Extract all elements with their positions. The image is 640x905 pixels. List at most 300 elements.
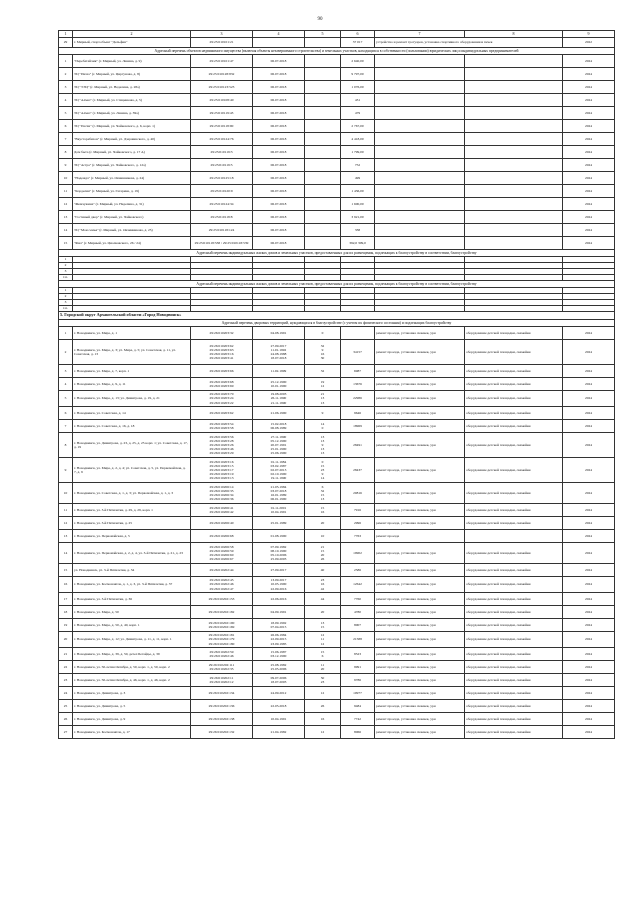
area-cell: 12642 [341, 577, 375, 593]
work-cell: ремонт проезда, установка скамеек, урн [375, 648, 465, 661]
work-cell: ремонт проезда, установка скамеек, урн [375, 606, 465, 619]
cadastral-cell: 29:26:010202:45 29:26:010202:46 29:26:010202:47 [191, 577, 253, 593]
table-row [59, 433, 615, 458]
count-cell: 12 [305, 687, 341, 700]
table-row [59, 593, 615, 606]
cadastral-cell: 29:26:010202:153 [191, 593, 253, 606]
date-cell: 06.07.2018 [253, 237, 305, 250]
cadastral-cell: 29:25:010119:5 [191, 159, 253, 172]
date-cell: 04.08.1991 [253, 327, 305, 340]
date-cell: 15.02.2018 06.08.1989 [253, 420, 305, 433]
year-cell: 2024 [563, 593, 615, 606]
cadastral-cell: 29:26:010202:132 [191, 726, 253, 739]
cadastral-cell: 29:25:010128:832 [191, 68, 253, 81]
table-cell [305, 224, 341, 237]
area-cell: 2586 [341, 564, 375, 577]
date-cell: 06.07.2018 [253, 94, 305, 107]
row-number: т.п. [59, 275, 73, 281]
table-row [59, 55, 615, 68]
row-number: 9 [59, 458, 73, 483]
row-number: 3 [59, 269, 73, 275]
year-cell: 2024 [563, 483, 615, 504]
count-cell: 14 0 [305, 420, 341, 433]
address-cell: г. Новодвинск, ул. Советская, д. 16, д. 18 [73, 420, 191, 433]
address-cell: г. Новодвинск, ул. Димитрова, д. 5 [73, 700, 191, 713]
area-cell: 22986 [341, 391, 375, 407]
work-cell: ремонт проезда, установка скамеек, урн [375, 577, 465, 593]
equipment-cell: оборудование детской площадки, скамейки [465, 564, 563, 577]
address-cell: г. Новодвинск, ул. Мира, д. 7, корп. 1 [73, 365, 191, 378]
cadastral-cell: 29:26:010203:70 29:26:010203:24 29:26:010203:22 [191, 391, 253, 407]
count-cell: 32 9 16 30 [305, 340, 341, 365]
address-cell: г. Новодвинск, ул. 50-летия Октября, д. 50, корп. 1, д. 50, корп. 2 [73, 661, 191, 674]
section-title-row [59, 281, 615, 288]
table-cell [375, 146, 465, 159]
equipment-cell: оборудование детской площадки, скамейки [465, 365, 563, 378]
area-cell: 20816 [341, 483, 375, 504]
cadastral-cell: 29:25:010124:34 [191, 198, 253, 211]
table-row [59, 483, 615, 504]
row-number: 20 [59, 632, 73, 648]
work-cell: ремонт проезда, установка скамеек, урн [375, 458, 465, 483]
area-cell: 499 [341, 172, 375, 185]
address-cell: ТЦ "ТЭЦ" (г. Мирный, ул. Неделина, д. 28а) [73, 81, 191, 94]
year-cell: 2024 [563, 648, 615, 661]
equipment-cell: оборудование детской площадки, скамейки [465, 632, 563, 648]
area-cell: 1 076,00 [341, 81, 375, 94]
area-cell: 10977 [341, 687, 375, 700]
row-number: 17 [59, 593, 73, 606]
table-row [59, 543, 615, 564]
table-cell [375, 68, 465, 81]
year-cell: 2024 [563, 120, 615, 133]
row-number: 27 [59, 726, 73, 739]
table-cell [305, 55, 341, 68]
table-cell [305, 68, 341, 81]
year-cell: 2024 [563, 391, 615, 407]
year-cell: 2024 [563, 700, 615, 713]
address-cell: г. Новодвинск, ул. Советская, д. 14 [73, 407, 191, 420]
year-cell: 2024 [563, 504, 615, 517]
municipality-title: 5. Городской округ Архангельской области «Город Новодвинск» [59, 312, 615, 320]
work-cell: ремонт проезда, установка скамеек, урн [375, 674, 465, 687]
address-cell: г. Новодвинск, ул. Первомайская, д. 5 [73, 530, 191, 543]
date-cell: 21.06.1990 [253, 407, 305, 420]
count-cell: 20 [305, 606, 341, 619]
date-cell: 07.09.1982 08.10.1990 05.10.2006 25.09.2003 [253, 543, 305, 564]
table-cell [465, 120, 563, 133]
area-cell: 752 [341, 159, 375, 172]
work-cell: ремонт проезда, установка скамеек, урн [375, 407, 465, 420]
count-cell: 0 [305, 327, 341, 340]
cadastral-cell: 29:26:010203:16 29:26:010203:15 29:26:010203:17 29:26:010203:19 29:26:010203:13 [191, 458, 253, 483]
year-cell: 2024 [563, 55, 615, 68]
table-cell [305, 159, 341, 172]
count-cell: 10 [305, 530, 341, 543]
address-cell: г. Новодвинск, ул. 50-летия Октября, д. 46, корп. 1, д. 46, корп. 2 [73, 674, 191, 687]
table-cell [465, 81, 563, 94]
section-title: Адресный перечень индивидуальных жилых домов и земельных участков, предоставленных для их размещения, подлежащих к благоустройству в соответствии, благоустройству [59, 281, 615, 288]
table-row [59, 198, 615, 211]
area-cell: 431 [341, 94, 375, 107]
table-row [59, 632, 615, 648]
row-number: 25 [59, 700, 73, 713]
cadastral-cell: 29:25:010119:3 [191, 146, 253, 159]
table-cell [465, 198, 563, 211]
area-cell: 9991 [341, 661, 375, 674]
date-cell: 25.08.1982 25.05.2006 [253, 661, 305, 674]
table-cell [305, 120, 341, 133]
area-cell: 4 418,00 [341, 133, 375, 146]
table-row [59, 365, 615, 378]
year-cell: 2024 [563, 81, 615, 94]
table-row [59, 726, 615, 739]
table-cell [465, 185, 563, 198]
page-number: 90 [317, 17, 323, 22]
area-cell: 9484 [341, 700, 375, 713]
year-cell: 2024 [563, 185, 615, 198]
area-cell: 8523 [341, 648, 375, 661]
cadastral-cell: 29:25:010101:21 [191, 38, 253, 48]
table-cell [305, 81, 341, 94]
equipment-cell: оборудование детской площадки, скамейки [465, 433, 563, 458]
row-number: 21 [59, 648, 73, 661]
table-cell [465, 172, 563, 185]
address-cell: "Жемчужина" (г. Мирный, ул. Неделина, д. 31) [73, 198, 191, 211]
row-number: 3 [59, 300, 73, 306]
address-cell: г. Новодвинск, ул. Димитрова, д. 23, д. 25, д. 25 корп. 1; ул. Советская, д. 17, д. 19 [73, 433, 191, 458]
table-cell [305, 38, 341, 48]
row-number: 12 [59, 198, 73, 211]
address-cell: г. Новодвинск, ул. Космонавтов, д. 1, д. 3, ул. 3-й Пятилетки, д. 37 [73, 577, 191, 593]
address-cell: "Надежда" (г. Мирный, ул. Овчинникова, д. 24) [73, 172, 191, 185]
count-cell: 44 [305, 593, 341, 606]
area-cell: 28491 [341, 433, 375, 458]
year-cell: 2024 [563, 577, 615, 593]
cadastral-cell: 29:25:010108:40 [191, 94, 253, 107]
year-cell: 2024 [563, 458, 615, 483]
cadastral-cell: 29:25:010118:538 / 29:25:010118:539 [191, 237, 253, 250]
year-cell: 2024 [563, 632, 615, 648]
equipment-cell: оборудование детской площадки, скамейки [465, 340, 563, 365]
date-cell: 18.09.1992 07.04.2015 [253, 619, 305, 632]
equipment-cell: оборудование детской площадки, скамейки [465, 674, 563, 687]
date-cell: 06.07.2018 [253, 211, 305, 224]
table-row [59, 674, 615, 687]
row-number: 3 [59, 365, 73, 378]
cadastral-cell: 29:26:010206:68 [191, 530, 253, 543]
count-cell: 0 15 23 9 14 [305, 458, 341, 483]
cadastral-cell: 29:26:010202:181 29:26:010202:179 29:26:010202:180 [191, 632, 253, 648]
address-cell: г. Новодвинск, ул. Мира, д. 2, д. 4; ул. Советская, д. 5, ул. Первомайская, д. 7, д. 9 [73, 458, 191, 483]
area-cell: 4780 [341, 606, 375, 619]
table-cell [375, 133, 465, 146]
date-cell: 25.12.1990 10.01.1990 [253, 378, 305, 391]
work-cell: ремонт проезда, установка скамеек, урн [375, 619, 465, 632]
year-cell: 2024 [563, 365, 615, 378]
table-cell [465, 68, 563, 81]
date-cell: 13.09.2017 10.05.1990 22.09.2016 [253, 577, 305, 593]
year-cell: 2024 [563, 543, 615, 564]
cadastral-cell: 29:26:010202:11 29:26:010202:12 [191, 674, 253, 687]
year-cell: 2022 [563, 38, 615, 48]
area-cell: 6987 [341, 365, 375, 378]
work-cell: ремонт проезда, установка скамеек, урн [375, 713, 465, 726]
area-cell: 37 017 [341, 38, 375, 48]
area-cell: 9646 [341, 407, 375, 420]
row-number: 4 [59, 94, 73, 107]
address-cell: ТЦ "Мои семья" (г. Мирный, ул. Овчинникова, д. 25) [73, 224, 191, 237]
date-cell: 19.08.2003 26.11.1990 21.11.1990 [253, 391, 305, 407]
row-number: 11 [59, 185, 73, 198]
area-cell: 19902 [341, 543, 375, 564]
table-cell [375, 198, 465, 211]
work-cell: ремонт проезда, установка скамеек, урн [375, 564, 465, 577]
area-cell: 8066 [341, 726, 375, 739]
address-cell: г. Новодвинск, ул. Мира, д. 9, д. 11 [73, 378, 191, 391]
table-cell [465, 237, 563, 250]
date-cell: 06.07.2018 [253, 120, 305, 133]
column-number-header: 7 [375, 31, 465, 38]
area-cell: 1 799,00 [341, 146, 375, 159]
work-cell: ремонт проезда, установка скамеек, урн [375, 517, 465, 530]
equipment-cell: оборудование детской площадки, скамейки [465, 391, 563, 407]
cadastral-cell: 29:26:010206:40 [191, 517, 253, 530]
equipment-cell: оборудование детской площадки, скамейки [465, 713, 563, 726]
work-cell: ремонт проезда, установка скамеек, урн [375, 483, 465, 504]
date-cell: 06.07.2018 [253, 146, 305, 159]
year-cell: 2024 [563, 327, 615, 340]
table-row [59, 224, 615, 237]
year-cell: 2024 [563, 661, 615, 674]
date-cell: 26.06.1984 22.09.2015 23.09.1985 [253, 632, 305, 648]
count-cell: 23 16 42 [305, 577, 341, 593]
address-cell: г. Новодвинск, ул. 3-й Пятилетки, д. 36 [73, 593, 191, 606]
year-cell: 2024 [563, 198, 615, 211]
table-cell [465, 224, 563, 237]
address-cell: г. Новодвинск, ул. Космонавтов, д. 17 [73, 726, 191, 739]
area-cell: 2996 [341, 517, 375, 530]
row-number: т.п. [59, 306, 73, 312]
cadastral-cell: 29:25:010101:47 [191, 55, 253, 68]
address-cell: г. Новодвинск, ул. Мира, д. 39, д. 50, детел Бегайды, д. 39 [73, 648, 191, 661]
section-subtitle: Адресный перечень дворовых территорий, нуждающихся в благоустройстве (с учетом их физического состояния) и подлежащих благоустройству [59, 320, 615, 327]
section-title: Адресный перечень объектов недвижимого имущества (включая объекты незавершенного строительства) и земельных участков, находящихся в собственности (пользовании) юридических лиц и индивидуальных предпринимателей [59, 48, 615, 55]
section-title-row [59, 48, 615, 55]
year-cell: 2024 [563, 407, 615, 420]
address-cell: г. Мирный, спорт.объект "Дельфин" [73, 38, 191, 48]
table-cell [375, 224, 465, 237]
row-number: 9 [59, 159, 73, 172]
year-cell: 2024 [563, 107, 615, 120]
count-cell: 50 23 [305, 674, 341, 687]
area-cell: 2 640,00 [341, 55, 375, 68]
cadastral-cell: 29:26:010202:138 [191, 713, 253, 726]
date-cell: 21.04.1982 [253, 726, 305, 739]
cadastral-cell: 29:25:010118:8 [191, 211, 253, 224]
area-cell: 2 767,00 [341, 120, 375, 133]
work-cell: ремонт проезда, установка скамеек, урн [375, 327, 465, 340]
count-cell: 20 [305, 517, 341, 530]
table-row [59, 420, 615, 433]
table-cell [375, 120, 465, 133]
year-cell: 2024 [563, 517, 615, 530]
year-cell: 2024 [563, 420, 615, 433]
table-row [59, 120, 615, 133]
table-row [59, 577, 615, 593]
row-number: 24 [59, 687, 73, 700]
column-number-header: 8 [465, 31, 563, 38]
count-cell: 6 32 15 13 [305, 483, 341, 504]
table-row [59, 407, 615, 420]
cadastral-cell: 29:26:010202:182 [191, 606, 253, 619]
address-cell: ТЦ "Пизза" (г. Мирный, ул. Циргунова, д. 8) [73, 68, 191, 81]
row-number: 4 [59, 378, 73, 391]
row-number: 23 [59, 674, 73, 687]
table-row [59, 687, 615, 700]
table-row [59, 94, 615, 107]
table-cell [305, 107, 341, 120]
equipment-cell: оборудование детской площадки, скамейки [465, 648, 563, 661]
column-number-header: 5 [305, 31, 341, 38]
row-number: 18 [59, 606, 73, 619]
table-row [59, 391, 615, 407]
table-cell [465, 133, 563, 146]
year-cell: 2024 [563, 674, 615, 687]
table-row [59, 172, 615, 185]
address-cell: "Вкусторебизон" (г. Мирный, ул. Дзержинского, д. 40) [73, 133, 191, 146]
year-cell: 2024 [563, 146, 615, 159]
area-cell: 28437 [341, 458, 375, 483]
address-cell: "Корделия" (г. Мирный, ул. Гагарина, д. 19) [73, 185, 191, 198]
area-cell: 9786 [341, 674, 375, 687]
area-cell: 34157 [341, 340, 375, 365]
equipment-cell: оборудование детской площадки, скамейки [465, 504, 563, 517]
row-number: 12 [59, 517, 73, 530]
row-number: 1 [59, 257, 73, 263]
date-cell: 11.02.1999 [253, 365, 305, 378]
address-cell: "Перебатайчик" (г. Мирный, ул. Ленина, д. 9) [73, 55, 191, 68]
count-cell: 12 [305, 726, 341, 739]
address-cell: г. Новодвинск, ул. Первомайская, д. 2, д. 4, ул. 3-й Пятилетки, д. 21, д. 23 [73, 543, 191, 564]
table-cell [465, 94, 563, 107]
table-cell [375, 81, 465, 94]
row-number: 8 [59, 146, 73, 159]
equipment-cell: оборудование детской площадки, скамейки [465, 661, 563, 674]
date-cell: 21.05.1984 03.07.2018 16.01.1989 06.01.1990 [253, 483, 305, 504]
table-cell [375, 172, 465, 185]
equipment-cell: оборудование детской площадки, скамейки [465, 700, 563, 713]
count-cell: 21 13 13 [305, 391, 341, 407]
table-row [59, 713, 615, 726]
table-row [59, 38, 615, 48]
area-cell: 1 436,00 [341, 185, 375, 198]
row-number: 15 [59, 237, 73, 250]
cadastral-cell: 29:25:010124:76 [191, 133, 253, 146]
date-cell: 04.09.1991 [253, 606, 305, 619]
area-cell: 18969 [341, 420, 375, 433]
row-number: 26 [59, 713, 73, 726]
column-number-header: 9 [563, 31, 615, 38]
row-number: 19 [59, 619, 73, 632]
count-cell: 21 15 20 26 [305, 543, 341, 564]
work-cell: ремонт проезда, установка скамеек, урн [375, 340, 465, 365]
row-number: 16 [59, 577, 73, 593]
equipment-cell: оборудование детской площадки, скамейки [465, 517, 563, 530]
area-cell: 8007 [341, 619, 375, 632]
column-number-header: 6 [341, 31, 375, 38]
count-cell: 13 13 9 13 13 [305, 433, 341, 458]
equipment-cell: оборудование детской площадки, скамейки [465, 543, 563, 564]
table-cell [465, 55, 563, 68]
row-number: 10 [59, 172, 73, 185]
table-row [59, 159, 615, 172]
table-cell [305, 211, 341, 224]
work-cell: устройство и ремонт тротуаров, установка спортивного оборудования и печек [375, 38, 563, 48]
count-cell: 19 12 [305, 378, 341, 391]
table-row [59, 530, 615, 543]
table-cell [375, 185, 465, 198]
equipment-cell: оборудование детской площадки, скамейки [465, 378, 563, 391]
address-cell: г. Новодвинск, ул. 3-й Пятилетки, д. 29, д. 29, корп. 1 [73, 504, 191, 517]
count-cell: 32 [305, 365, 341, 378]
cadastral-cell: 29:26:010202:59 29:26:010202:46 [191, 648, 253, 661]
date-cell: 06.07.2018 [253, 159, 305, 172]
table-row [59, 133, 615, 146]
address-cell: ТЦ "Астра" (г. Мирный, ул. Чайковского, д. 12а) [73, 159, 191, 172]
date-cell: 22.06.2016 [253, 593, 305, 606]
work-cell: ремонт проезда, установка скамеек, урн [375, 632, 465, 648]
column-number-header: 1 [59, 31, 73, 38]
count-cell: 11 20 [305, 661, 341, 674]
table-row [59, 648, 615, 661]
year-cell: 2024 [563, 687, 615, 700]
table-row [59, 340, 615, 365]
table-cell [465, 107, 563, 120]
cadastral-cell: 29:26:010202:44 [191, 564, 253, 577]
table-row [59, 211, 615, 224]
cadastral-cell: 29:26:010203:62 29:26:010203:63 29:26:010203:16 29:26:010203:41 [191, 340, 253, 365]
area-cell [341, 327, 375, 340]
table-cell [305, 198, 341, 211]
date-cell: 01.08.1990 [253, 530, 305, 543]
cadastral-cell: 29:25:010125:18 [191, 172, 253, 185]
area-cell: 21588 [341, 632, 375, 648]
year-cell: 2024 [563, 172, 615, 185]
date-cell: 06.07.2018 [253, 172, 305, 185]
table-row [59, 237, 615, 250]
date-cell: 06.07.2018 [253, 81, 305, 94]
table-cell [253, 38, 305, 48]
cadastral-cell: 29:25:010118:90 [191, 120, 253, 133]
row-number: 14 [59, 224, 73, 237]
year-cell: 2024 [563, 133, 615, 146]
equipment-cell: оборудование детской площадки, скамейки [465, 483, 563, 504]
improvement-table [58, 30, 615, 739]
table-cell [375, 94, 465, 107]
row-number: 29 [59, 38, 73, 48]
table-cell [375, 211, 465, 224]
row-number: 6 [59, 407, 73, 420]
work-cell: ремонт проезда, установка скамеек, урн [375, 433, 465, 458]
row-number: 10 [59, 483, 73, 504]
address-cell: г. Новодвинск, ул. Советская, д. 1, д. 3; ул. Первомайская, д. 1, д. 3 [73, 483, 191, 504]
date-cell: 27.11.1990 05.12.1990 20.07.1991 25.01.1990 25.06.1990 [253, 433, 305, 458]
year-cell: 2024 [563, 530, 615, 543]
work-cell: ремонт проезда, установка скамеек, урн [375, 391, 465, 407]
equipment-cell [465, 530, 563, 543]
section-title-row [59, 320, 615, 327]
